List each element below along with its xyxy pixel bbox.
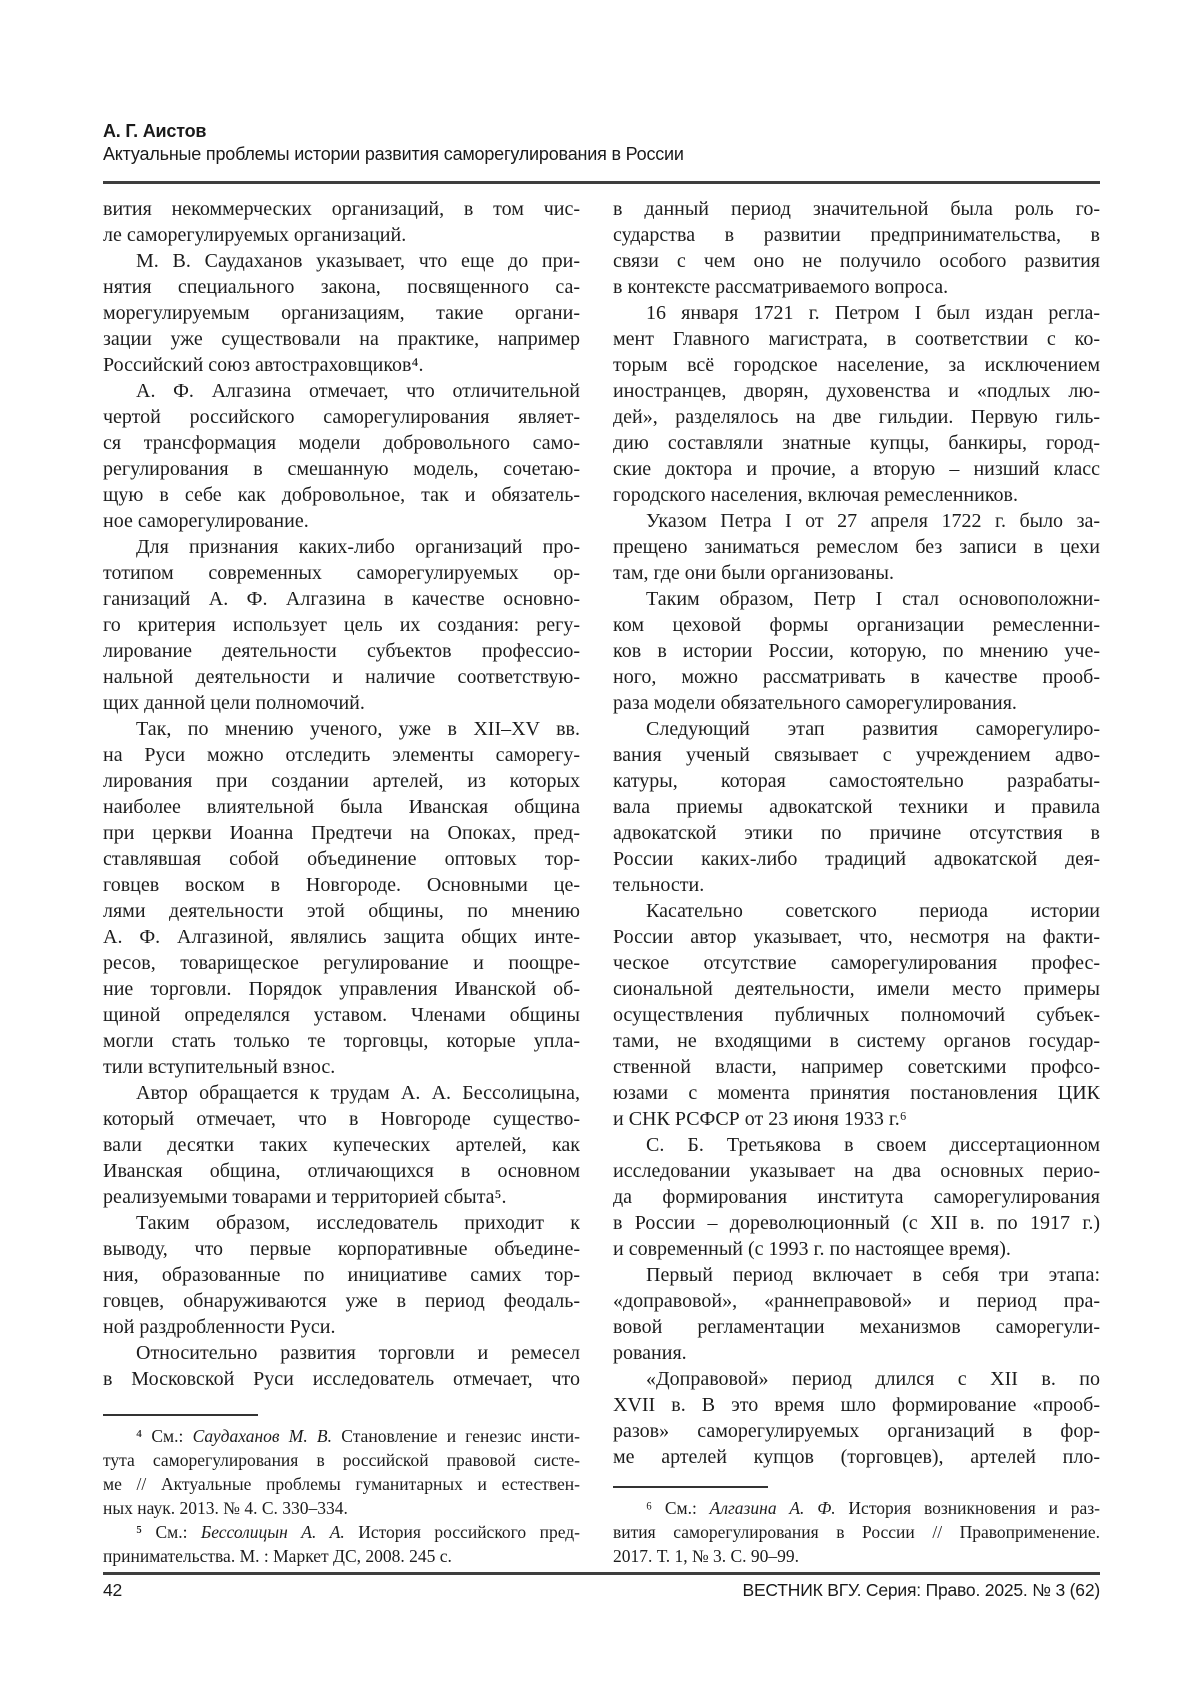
- text-line: в данный период значительной была роль го-: [613, 198, 1100, 220]
- text-line: прещено заниматься ремеслом без записи в цехи: [613, 536, 1100, 558]
- text-line: ков в истории России, которую, по мнению уче-: [613, 640, 1100, 662]
- page-number: 42: [103, 1580, 123, 1600]
- text-line: тельности.: [613, 874, 705, 896]
- text-line: А. Ф. Алгазиной, являлись защита общих инте-: [103, 926, 580, 948]
- text-line: вала приемы адвокатской техники и правила: [613, 796, 1100, 818]
- footnote-separator: [103, 1414, 258, 1416]
- footnote-text: ме // Актуальные проблемы гуманитарных и естествен-: [103, 1474, 580, 1494]
- text-line: вития некоммерческих организаций, в том чис-: [103, 198, 580, 220]
- footnote-separator: [613, 1486, 768, 1488]
- text-line: ния, образованные по инициативе самих тор-: [103, 1264, 580, 1286]
- text-line: выводу, что первые корпоративные объедине-: [103, 1238, 580, 1260]
- text-line: щиной определялся уставом. Членами общины: [103, 1004, 580, 1026]
- right-column-body: [613, 196, 1100, 1470]
- text-line: лями деятельности этой общины, по мнению: [103, 900, 580, 922]
- text-line: да формирования института саморегулирования: [613, 1186, 1100, 1208]
- paragraph: [103, 716, 580, 1080]
- footnote-line: [103, 1472, 580, 1496]
- text-line: рования.: [613, 1342, 687, 1364]
- text-line: городского населения, включая ремесленников.: [613, 484, 1018, 506]
- footnote-author-italic: Бессолицын А. А.: [200, 1522, 345, 1542]
- paragraph: [103, 196, 580, 248]
- text-line: юзами с момента принятия постановления ЦИК: [613, 1082, 1100, 1104]
- text-columns: [103, 196, 1100, 1568]
- footnote-text: ⁵ См.:: [136, 1522, 201, 1542]
- right-column: [613, 196, 1100, 1568]
- text-line: ное саморегулирование.: [103, 510, 309, 532]
- text-line: зации уже существовали на практике, например: [103, 328, 580, 350]
- paragraph: [103, 1210, 580, 1340]
- footnote-text: ⁶ См.:: [646, 1498, 710, 1518]
- header-article-title: Актуальные проблемы истории развития саморегулирования в России: [103, 144, 684, 164]
- text-line: наиболее влиятельной была Иванская община: [103, 796, 580, 818]
- text-line: Таким образом, исследователь приходит к: [136, 1212, 580, 1234]
- paragraph: [613, 196, 1100, 300]
- paragraph: [103, 1340, 580, 1392]
- text-line: говцев, обнаруживаются уже в период феодаль-: [103, 1290, 580, 1312]
- footnote-line: [613, 1520, 1100, 1544]
- text-line: ческое отсутствие саморегулирования профес-: [613, 952, 1100, 974]
- footnote-author-italic: Алгазина А. Ф.: [709, 1498, 836, 1518]
- text-line: вания ученый связывает с учреждением адво-: [613, 744, 1100, 766]
- text-line: 16 января 1721 г. Петром I был издан регла-: [646, 302, 1100, 324]
- text-line: говцев воском в Новгороде. Основными це-: [103, 874, 580, 896]
- paragraph: [103, 378, 580, 534]
- paragraph: [613, 1132, 1100, 1262]
- left-column: [103, 196, 580, 1568]
- text-line: Следующий этап развития саморегулиро-: [646, 718, 1100, 740]
- footnote-line: [103, 1544, 580, 1568]
- footnote-line: [103, 1520, 580, 1544]
- footnote-author-italic: Саудаханов М. В.: [192, 1426, 333, 1446]
- footnote-text: ных наук. 2013. № 4. С. 330–334.: [103, 1498, 348, 1518]
- text-line: лирование деятельности субъектов профессио-: [103, 640, 580, 662]
- text-line: торым всё городское население, за исключением: [613, 354, 1100, 376]
- footnote-line: [103, 1448, 580, 1472]
- right-footnote-block: [613, 1486, 1100, 1568]
- text-line: осуществления публичных полномочий субъек-: [613, 1004, 1100, 1026]
- text-line: лирования при создании артелей, из которых: [103, 770, 580, 792]
- left-footnotes: [103, 1424, 580, 1568]
- text-line: Иванская община, отличающихся в основном: [103, 1160, 580, 1182]
- text-line: XVII в. В это время шло формирование «прооб-: [613, 1394, 1100, 1416]
- text-line: ного, можно рассматривать в качестве прооб-: [613, 666, 1100, 688]
- text-line: раза модели обязательного саморегулирования.: [613, 692, 1017, 714]
- journal-reference: ВЕСТНИК ВГУ. Серия: Право. 2025. № 3 (62): [742, 1580, 1100, 1600]
- footnote-text: тута саморегулирования в российской правовой систе-: [103, 1450, 580, 1470]
- text-line: России автор указывает, что, несмотря на факти-: [613, 926, 1100, 948]
- text-line: мент Главного магистрата, в соответствии с ко-: [613, 328, 1100, 350]
- footnote-text: принимательства. М. : Маркет ДС, 2008. 245 с.: [103, 1546, 452, 1566]
- footnote-line: [613, 1496, 1100, 1520]
- text-line: М. В. Саудаханов указывает, что еще до при-: [136, 250, 580, 272]
- text-line: ле саморегулируемых организаций.: [103, 224, 407, 246]
- paragraph: [613, 300, 1100, 508]
- left-column-body: [103, 196, 580, 1392]
- text-line: Так, по мнению ученого, уже в XII–XV вв.: [136, 718, 580, 740]
- text-line: Указом Петра I от 27 апреля 1722 г. было за-: [646, 510, 1100, 532]
- text-line: катуры, которая самостоятельно разрабаты-: [613, 770, 1100, 792]
- text-line: Для признания каких-либо организаций про-: [136, 536, 580, 558]
- text-line: регулирования в смешанную модель, сочетаю-: [103, 458, 580, 480]
- text-line: «доправовой», «раннеправовой» и период пра-: [613, 1290, 1100, 1312]
- text-line: могли стать только те торговцы, которые упла-: [103, 1030, 580, 1052]
- text-line: исследовании указывает на два основных перио-: [613, 1160, 1100, 1182]
- paragraph: [613, 1366, 1100, 1470]
- text-line: чертой российского саморегулирования являет-: [103, 406, 580, 428]
- text-line: реализуемыми товарами и территорией сбыта⁵.: [103, 1186, 507, 1208]
- footnote-text: 2017. Т. 1, № 3. С. 90–99.: [613, 1546, 800, 1566]
- header-author: А. Г. Аистов: [103, 121, 207, 141]
- text-line: ставлявшая собой объединение оптовых тор-: [103, 848, 580, 870]
- text-line: в контексте рассматриваемого вопроса.: [613, 276, 949, 298]
- text-line: ме артелей купцов (торговцев), артелей пло-: [613, 1446, 1100, 1468]
- text-line: Таким образом, Петр I стал основоположни-: [646, 588, 1100, 610]
- text-line: на Руси можно отследить элементы саморегу-: [103, 744, 580, 766]
- running-header: [103, 120, 1100, 166]
- footer-divider: [103, 1572, 1100, 1575]
- text-line: тили вступительный взнос.: [103, 1056, 336, 1078]
- text-line: ком цеховой формы организации ремесленни-: [613, 614, 1100, 636]
- text-line: Российский союз автостраховщиков⁴.: [103, 354, 424, 376]
- text-line: вали десятки таких купеческих артелей, как: [103, 1134, 580, 1156]
- paragraph: [103, 534, 580, 716]
- text-line: морегулируемым организациям, такие органи-: [103, 302, 580, 324]
- text-line: ние торговли. Порядок управления Иванской об-: [103, 978, 580, 1000]
- text-line: России каких-либо традиций адвокатской дея-: [613, 848, 1100, 870]
- text-line: при церкви Иоанна Предтечи на Опоках, пред-: [103, 822, 580, 844]
- text-line: сударства в развитии предпринимательства, в: [613, 224, 1100, 246]
- text-line: тотипом современных саморегулируемых ор-: [103, 562, 580, 584]
- text-line: Первый период включает в себя три этапа:: [646, 1264, 1100, 1286]
- text-line: там, где они были организованы.: [613, 562, 894, 584]
- paragraph: [613, 586, 1100, 716]
- footnote-text: История возникновения и раз-: [835, 1498, 1100, 1518]
- text-line: нальной деятельности и наличие соответствую-: [103, 666, 580, 688]
- text-line: и современный (с 1993 г. по настоящее время).: [613, 1238, 1011, 1260]
- text-line: «Доправовой» период длился с XII в. по: [646, 1368, 1100, 1390]
- footnote-line: [103, 1424, 580, 1448]
- text-line: в Московской Руси исследователь отмечает, что: [103, 1368, 580, 1390]
- text-line: связи с чем оно не получило особого развития: [613, 250, 1100, 272]
- text-line: вовой регламентации механизмов саморегули-: [613, 1316, 1100, 1338]
- text-line: адвокатской этики по причине отсутствия в: [613, 822, 1100, 844]
- footnote-line: [103, 1496, 580, 1520]
- paragraph: [103, 1080, 580, 1210]
- running-footer: [103, 1580, 1100, 1601]
- text-line: тами, не входящими в систему органов государ-: [613, 1030, 1100, 1052]
- text-line: который отмечает, что в Новгороде существо-: [103, 1108, 580, 1130]
- text-line: С. Б. Третьякова в своем диссертационном: [646, 1134, 1100, 1156]
- text-line: разов» саморегулируемых организаций в фор-: [613, 1420, 1100, 1442]
- paragraph: [613, 1262, 1100, 1366]
- text-line: ственной власти, например советскими профсо-: [613, 1056, 1100, 1078]
- footnote-text: вития саморегулирования в России // Правоприменение.: [613, 1522, 1100, 1542]
- footnote-text: Становление и генезис инсти-: [332, 1426, 580, 1446]
- paragraph: [613, 716, 1100, 898]
- text-line: Относительно развития торговли и ремесел: [136, 1342, 580, 1364]
- text-line: дию составляли знатные купцы, банкиры, город-: [613, 432, 1100, 454]
- text-line: ресов, товарищеское регулирование и поощре-: [103, 952, 580, 974]
- text-line: сиональной деятельности, имели место примеры: [613, 978, 1100, 1000]
- text-line: А. Ф. Алгазина отмечает, что отличительной: [136, 380, 580, 402]
- paragraph: [103, 248, 580, 378]
- paragraph: [613, 898, 1100, 1132]
- text-line: в России – дореволюционный (с XII в. по 1917 г.): [613, 1212, 1100, 1234]
- left-footnote-block: [103, 1414, 580, 1568]
- text-line: нятия специального закона, посвященного са-: [103, 276, 580, 298]
- text-line: дей», разделялось на две гильдии. Первую гиль-: [613, 406, 1100, 428]
- header-divider: [103, 181, 1100, 184]
- text-line: Автор обращается к трудам А. А. Бессолицына,: [136, 1082, 580, 1104]
- text-line: ной раздробленности Руси.: [103, 1316, 336, 1338]
- text-line: Касательно советского периода истории: [646, 900, 1100, 922]
- footnote-text: ⁴ См.:: [136, 1426, 193, 1446]
- footnote-line: [613, 1544, 1100, 1568]
- text-line: го критерия использует цель их создания: регу-: [103, 614, 580, 636]
- right-footnotes: [613, 1496, 1100, 1568]
- text-line: ские доктора и прочие, а вторую – низший класс: [613, 458, 1100, 480]
- text-line: щую в себе как добровольное, так и обязатель-: [103, 484, 580, 506]
- text-line: иностранцев, дворян, духовенства и «подлых лю-: [613, 380, 1100, 402]
- footnote-text: История российского пред-: [344, 1522, 580, 1542]
- text-line: ся трансформация модели добровольного само-: [103, 432, 580, 454]
- text-line: щих данной цели полномочий.: [103, 692, 365, 714]
- paragraph: [613, 508, 1100, 586]
- text-line: и СНК РСФСР от 23 июня 1933 г.⁶: [613, 1108, 907, 1130]
- text-line: ганизаций А. Ф. Алгазина в качестве основно-: [103, 588, 580, 610]
